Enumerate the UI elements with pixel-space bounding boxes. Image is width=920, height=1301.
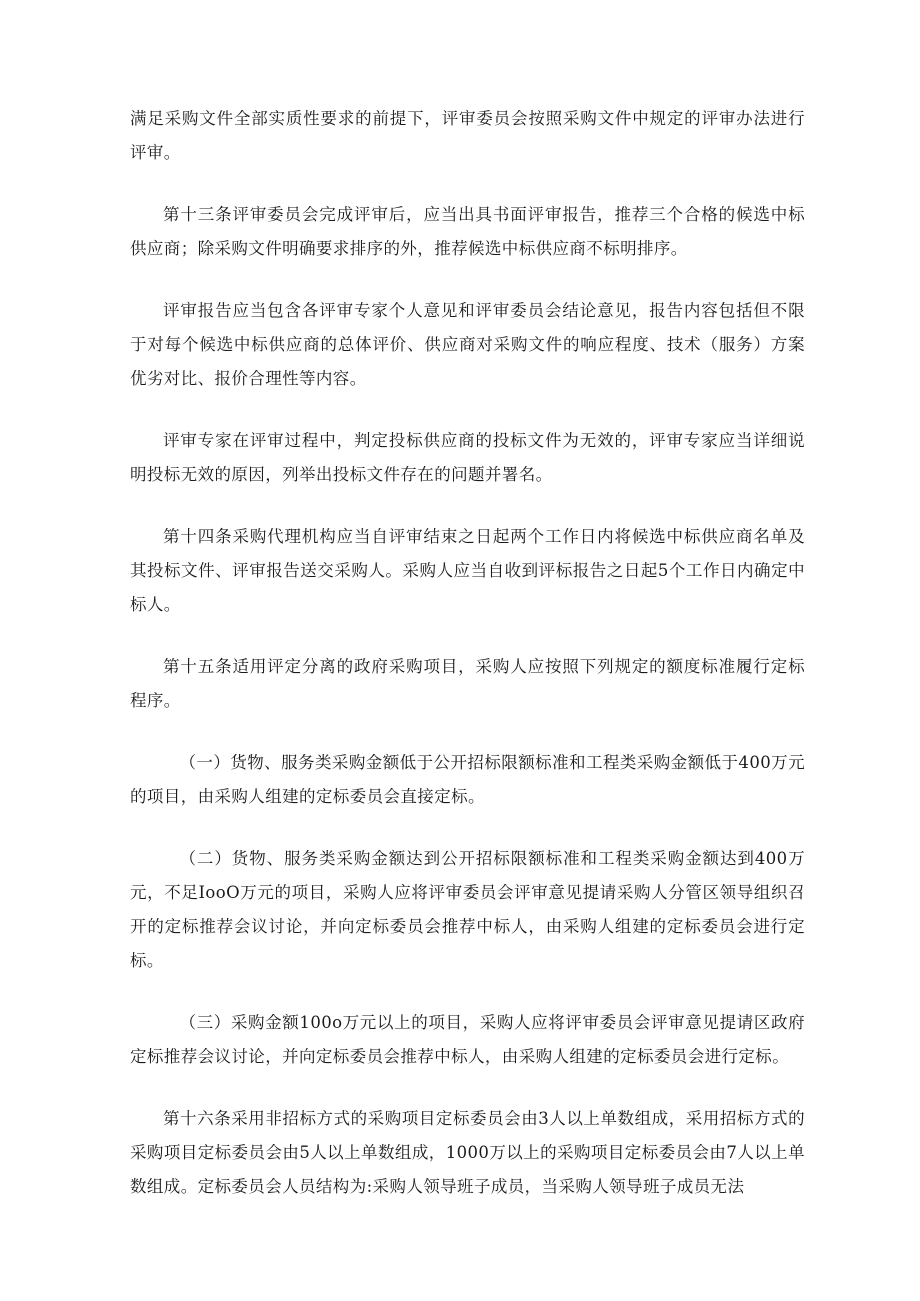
paragraph-item-3: （三）采购金额100o万元以上的项目，采购人应将评审委员会评审意见提请区政府定标推荐会议讨论，并向定标委员会推荐中标人，由采购人组建的定标委员会进行定标。 [130,1013,805,1066]
paragraph-article-13: 第十三条评审委员会完成评审后，应当出具书面评审报告，推荐三个合格的候选中标供应商；除采购文件明确要求排序的外，推荐候选中标供应商不标明排序。 [130,205,805,258]
paragraph-item-2: （二）货物、服务类采购金额达到公开招标限额标准和工程类采购金额达到400万元，不足IooO万元的项目，采购人应将评审委员会评审意见提请采购人分管区领导组织召开的定标推荐会议讨论，并向定标委员会推荐中标人，由采购人组建的定标委员会进行定标。 [130,849,805,970]
paragraph-article-14: 第十四条采购代理机构应当自评审结束之日起两个工作日内将候选中标供应商名单及其投标文件、评审报告送交采购人。采购人应当自收到评标报告之日起5个工作日内确定中标人。 [130,527,805,614]
paragraph-continuation: 满足采购文件全部实质性要求的前提下，评审委员会按照采购文件中规定的评审办法进行评审。 [130,109,805,162]
paragraph-article-15: 第十五条适用评定分离的政府采购项目，采购人应按照下列规定的额度标准履行定标程序。 [130,657,805,710]
paragraph-article-16: 第十六条采用非招标方式的采购项目定标委员会由3人以上单数组成，采用招标方式的采购项目定标委员会由5人以上单数组成，1000万以上的采购项目定标委员会由7人以上单数组成。定标委员会人员结构为:采购人领导班子成员，当采购人领导班子成员无法 [130,1109,805,1196]
paragraph-report-contents: 评审报告应当包含各评审专家个人意见和评审委员会结论意见，报告内容包括但不限于对每个候选中标供应商的总体评价、供应商对采购文件的响应程度、技术（服务）方案优劣对比、报价合理性等内容。 [130,301,805,388]
document-body [130,102,805,1204]
paragraph-invalid-bid: 评审专家在评审过程中，判定投标供应商的投标文件为无效的，评审专家应当详细说明投标无效的原因，列举出投标文件存在的问题并署名。 [130,431,805,484]
paragraph-item-1: （一）货物、服务类采购金额低于公开招标限额标准和工程类采购金额低于400万元的项目，由采购人组建的定标委员会直接定标。 [130,753,805,806]
